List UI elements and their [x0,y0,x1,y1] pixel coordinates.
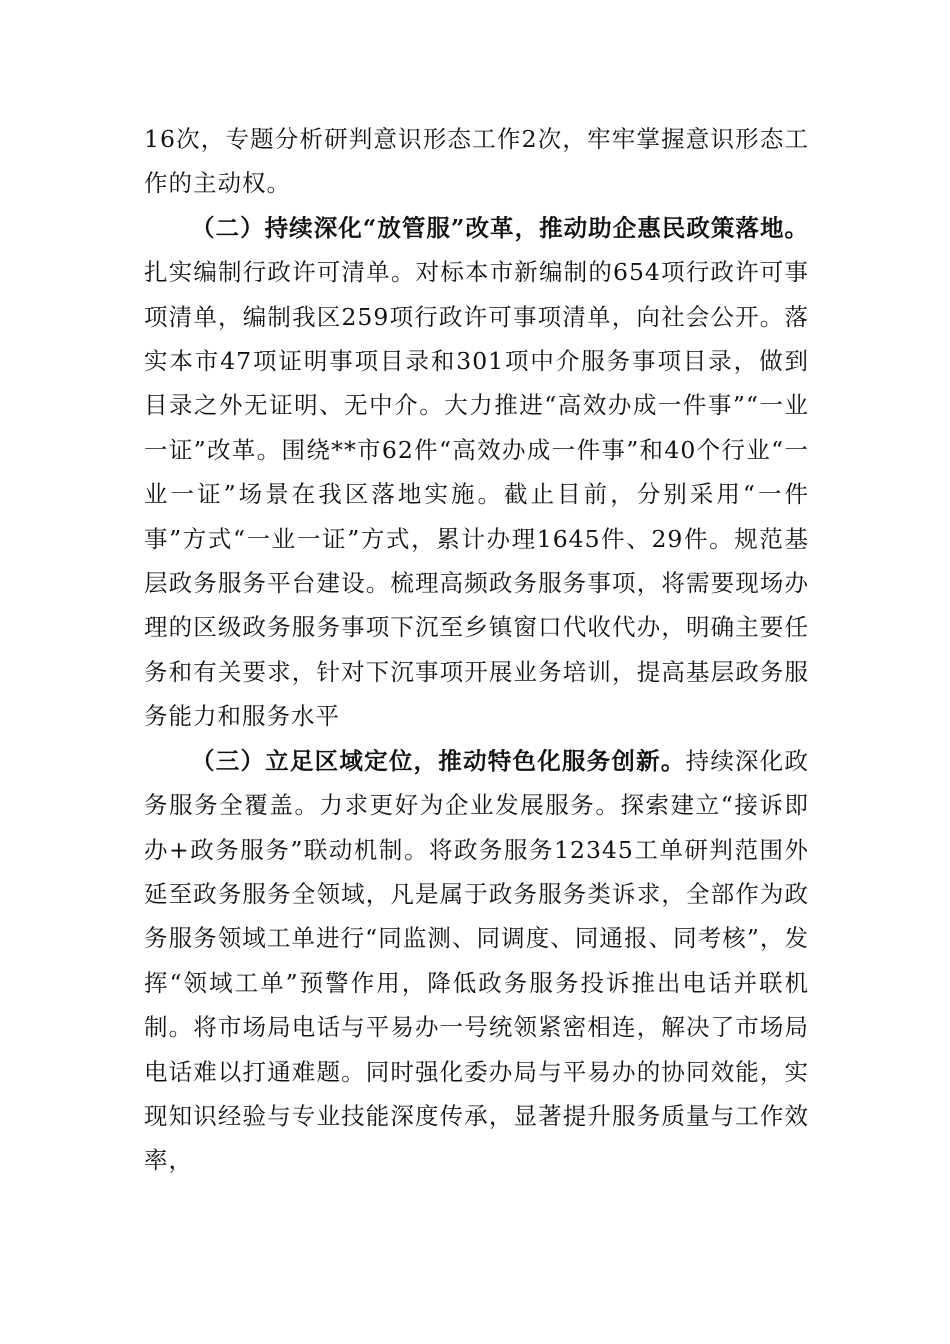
document-body [144,117,809,1183]
paragraph-text: 持续深化政务服务全覆盖。力求更好为企业发展服务。探索建立“接诉即办+政务服务”联动机制。将政务服务12345工单研判范围外延至政务服务全领域，凡是属于政务服务类诉求，全部作为政务服务领域工单进行“同监测、同调度、同通报、同考核”，发挥“领域工单”预警作用，降低政务服务投诉推出电话并联机制。将市场局电话与平易办一号统领紧密相连，解决了市场局电话难以打通难题。同时强化委办局与平易办的协同效能，实现知识经验与专业技能深度传承，显著提升服务质量与工作效率， [144,746,810,1175]
paragraph-text: 16次，专题分析研判意识形态工作2次，牢牢掌握意识形态工作的主动权。 [144,125,809,198]
paragraph-section-2 [144,206,809,739]
paragraph-continuation [144,117,809,206]
paragraph-text: 扎实编制行政许可清单。对标本市新编制的654项行政许可事项清单，编制我区259项行政许可事项清单，向社会公开。落实本市47项证明事项目录和301项中介服务事项目录，做到目录之外无证明、无中介。大力推进“高效办成一件事”“一业一证”改革。围绕**市62件“高效办成一件事”和40个行业“一业一证”场景在我区落地实施。截止目前，分别采用“一件事”方式“一业一证”方式，累计办理1645件、29件。规范基层政务服务平台建设。梳理高频政务服务事项，将需要现场办理的区级政务服务事项下沉至乡镇窗口代收代办，明确主要任务和有关要求，针对下沉事项开展业务培训，提高基层政务服务能力和服务水平 [144,258,809,731]
paragraph-section-3 [144,739,809,1183]
section-heading: （二）持续深化“放管服”改革，推动助企惠民政策落地。 [191,213,809,242]
section-heading: （三）立足区域定位，推动特色化服务创新。 [191,746,686,775]
